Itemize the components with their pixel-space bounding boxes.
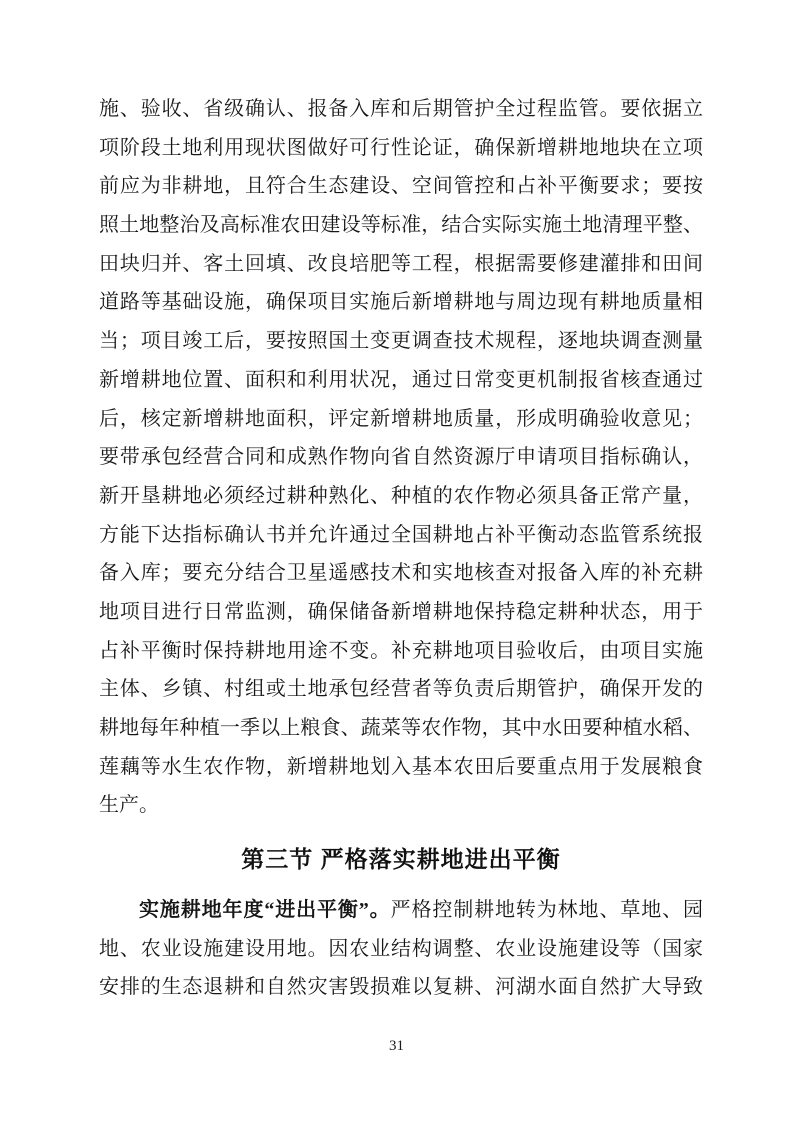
text-line: 地、农业设施建设用地。因农业结构调整、农业设施建设等（国家 (99, 937, 703, 960)
text-line: 后，核定新增耕地面积，评定新增耕地质量，形成明确验收意见； (99, 407, 703, 430)
text-line: 新开垦耕地必须经过耕种熟化、种植的农作物必须具备正常产量， (99, 484, 703, 507)
paragraph-lead-bold: 实施耕地年度“进出平衡”。 (139, 899, 391, 922)
text-line: 项阶段土地利用现状图做好可行性论证，确保新增耕地地块在立项 (99, 136, 703, 159)
text-line: 安排的生态退耕和自然灾害毁损难以复耕、河湖水面自然扩大导致 (99, 976, 703, 999)
text-line: 耕地每年种植一季以上粮食、蔬菜等农作物，其中水田要种植水稻、 (99, 717, 703, 739)
body-text (99, 90, 703, 1007)
text-line: 施、验收、省级确认、报备入库和后期管护全过程监管。要依据立 (99, 98, 703, 120)
text-line: 新增耕地位置、面积和利用状况，通过日常变更机制报省核查通过 (99, 368, 703, 391)
text-run: 严格控制耕地转为林地、草地、园 (390, 899, 703, 922)
section-heading: 第三节 严格落实耕地进出平衡 (241, 846, 561, 873)
text-line: 田块归并、客土回填、改良培肥等工程，根据需要修建灌排和田间 (99, 252, 703, 275)
text-line: 主体、乡镇、村组或土地承包经营者等负责后期管护，确保开发的 (99, 678, 703, 701)
text-line: 前应为非耕地，且符合生态建设、空间管控和占补平衡要求；要按 (99, 175, 703, 198)
text-line: 要带承包经营合同和成熟作物向省自然资源厅申请项目指标确认， (99, 446, 703, 469)
text-line: 生产。 (99, 794, 159, 817)
text-line: 照土地整治及高标准农田建设等标准，结合实际实施土地清理平整、 (99, 214, 703, 237)
text-line: 占补平衡时保持耕地用途不变。补充耕地项目验收后，由项目实施 (99, 639, 703, 662)
page-number: 31 (389, 1038, 404, 1054)
text-line (99, 891, 703, 930)
text-line: 备入库；要充分结合卫星遥感技术和实地核查对报备入库的补充耕 (99, 562, 703, 585)
text-line: 地项目进行日常监测，确保储备新增耕地保持稳定耕种状态，用于 (99, 600, 703, 623)
text-line: 方能下达指标确认书并允许通过全国耕地占补平衡动态监管系统报 (99, 523, 703, 546)
paragraph-continuation (99, 90, 703, 825)
text-line: 道路等基础设施，确保项目实施后新增耕地与周边现有耕地质量相 (99, 291, 703, 314)
text-line: 当；项目竣工后，要按照国土变更调查技术规程，逐地块调查测量 (99, 330, 703, 353)
text-line: 莲藕等水生农作物，新增耕地划入基本农田后要重点用于发展粮食 (99, 755, 703, 778)
paragraph-2 (99, 891, 703, 1007)
